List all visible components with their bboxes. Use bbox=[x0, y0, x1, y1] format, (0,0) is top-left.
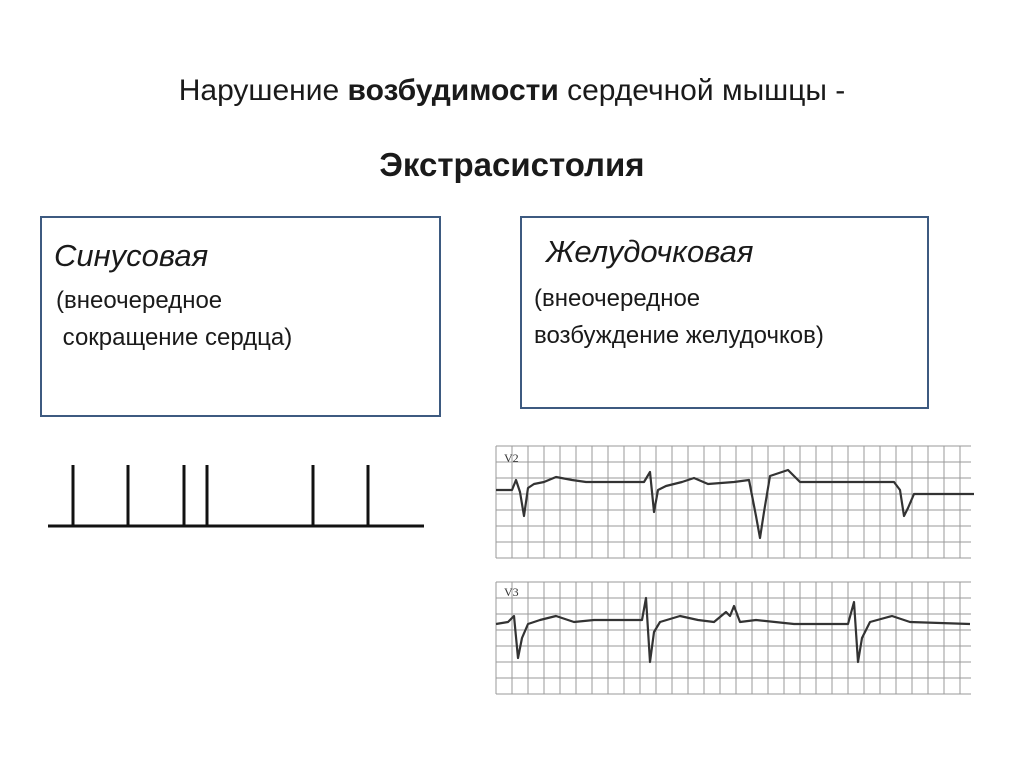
sinus-line-2: сокращение сердца) bbox=[56, 324, 293, 351]
ecg-strip-v3 bbox=[496, 582, 971, 694]
ventricular-line-2: возбуждение желудочков) bbox=[534, 322, 824, 349]
ecg-label-v3: V3 bbox=[504, 585, 519, 599]
title-post: сердечной мышцы - bbox=[558, 74, 846, 107]
sinus-heading: Синусовая bbox=[54, 238, 209, 273]
ventricular-box bbox=[520, 216, 929, 409]
title-bold: возбудимости bbox=[347, 74, 559, 107]
sinus-description bbox=[56, 282, 292, 356]
page-subtitle: Экстрасистолия bbox=[379, 146, 645, 183]
ecg-grid-v3 bbox=[496, 582, 971, 694]
ecg-grid-v2 bbox=[496, 446, 971, 558]
page-title bbox=[0, 74, 1024, 108]
sinus-box bbox=[40, 216, 441, 417]
ventricular-description bbox=[534, 280, 824, 354]
ecg-strip-v2 bbox=[496, 446, 974, 558]
ventricular-line-1: (внеочередное bbox=[534, 285, 701, 312]
sinus-line-1: (внеочередное bbox=[56, 287, 223, 314]
ventricular-heading: Желудочковая bbox=[546, 234, 754, 269]
title-pre: Нарушение bbox=[178, 74, 348, 107]
sinus-impulse-diagram bbox=[40, 455, 440, 545]
ecg-trace-v2 bbox=[496, 470, 974, 538]
ecg-image bbox=[494, 432, 978, 697]
ecg-label-v2: V2 bbox=[504, 451, 519, 465]
